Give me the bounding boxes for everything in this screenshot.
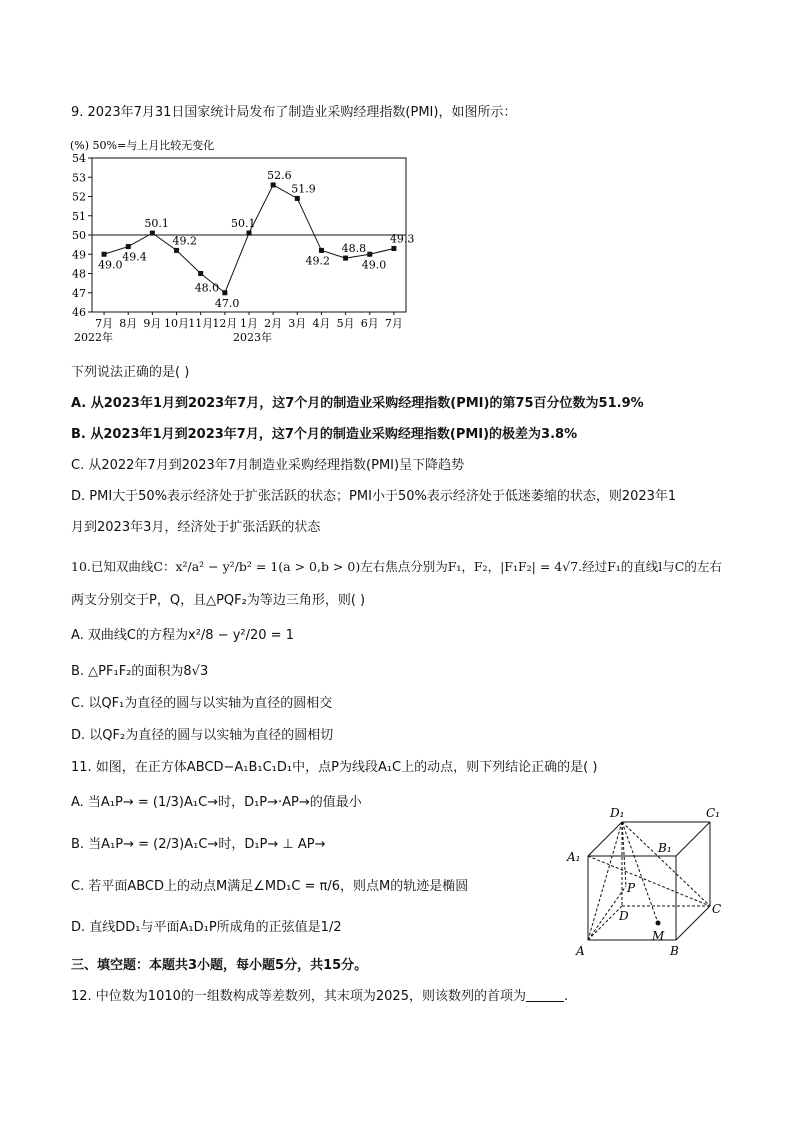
data-point (198, 271, 203, 276)
data-point (174, 248, 179, 253)
x-tick-label: 6月 (360, 317, 379, 330)
q9-stem: 9. 2023年7月31日国家统计局发布了制造业采购经理指数(PMI)，如图所示： (71, 105, 517, 120)
data-point (247, 231, 252, 236)
x-tick-label: 5月 (336, 317, 355, 330)
year-label-2023: 2023年 (233, 331, 272, 344)
q9-option-d-cont: 月到2023年3月，经济处于扩张活跃的状态 (71, 520, 321, 535)
data-label: 47.0 (214, 296, 240, 310)
section-3-heading: 三、填空题：本题共3小题，每小题5分，共15分。 (71, 958, 368, 973)
x-tick-label: 7月 (95, 317, 114, 330)
x-tick-label: 11月 (188, 317, 214, 330)
q10-option-d: D. 以QF₂为直径的圆与以实轴为直径的圆相切 (71, 728, 334, 743)
y-tick-label: 52 (72, 190, 86, 204)
q9-question: 下列说法正确的是( ) (71, 365, 190, 380)
pmi-chart (64, 136, 424, 344)
cube-figure (565, 802, 735, 962)
data-label: 49.2 (305, 254, 330, 268)
label-p: P (627, 881, 636, 895)
q11-stem: 11. 如图，在正方体ABCD−A₁B₁C₁D₁中，点P为线段A₁C上的动点，则下列结论正确的是( ) (71, 760, 598, 775)
data-label: 50.1 (144, 217, 169, 231)
q12-end: . (563, 989, 569, 1004)
data-point (343, 256, 348, 261)
q10-option-b: B. △PF₁F₂的面积为8√3 (71, 664, 209, 679)
data-point (126, 244, 131, 249)
data-label: 49.0 (98, 258, 123, 272)
y-tick-label: 51 (72, 209, 86, 223)
data-label: 49.0 (361, 258, 387, 272)
q12-line (71, 989, 568, 1005)
y-tick-label: 50 (72, 229, 86, 242)
data-point (222, 290, 227, 295)
q10-stem-line2: 两支分别交于P，Q，且△PQF₂为等边三角形，则( ) (71, 593, 366, 608)
answer-blank[interactable] (526, 989, 564, 1002)
x-tick-label: 3月 (288, 317, 307, 330)
data-label: 49.4 (122, 250, 147, 264)
q11-option-b: B. 当A₁P→ = (2/3)A₁C→时，D₁P→ ⊥ AP→ (71, 837, 326, 852)
data-point (150, 231, 155, 236)
data-label: 50.1 (231, 217, 256, 231)
x-tick-label: 4月 (312, 317, 331, 330)
q9-option-c: C. 从2022年7月到2023年7月制造业采购经理指数(PMI)呈下降趋势 (71, 458, 465, 473)
q9-option-d: D. PMI大于50%表示经济处于扩张活跃的状态；PMI小于50%表示经济处于低迷萎缩的状态，则2023年1 (71, 489, 677, 504)
label-m: M (652, 929, 665, 943)
data-point (391, 246, 396, 251)
q11-option-d: D. 直线DD₁与平面A₁D₁P所成角的正弦值是1/2 (71, 920, 342, 935)
data-point (295, 196, 300, 201)
label-d: D (619, 909, 629, 923)
x-tick-label: 2月 (264, 317, 283, 330)
y-tick-label: 53 (72, 171, 86, 185)
y-tick-label: 48 (72, 267, 86, 281)
label-d1: D₁ (610, 806, 625, 820)
q12-stem: 12. 中位数为1010的一组数构成等差数列，其末项为2025，则该数列的首项为 (71, 989, 526, 1004)
q9-option-b: B. 从2023年1月到2023年7月，这7个月的制造业采购经理指数(PMI)的极差为3.8% (71, 427, 578, 442)
chart-title: (%) 50%=与上月比较无变化 (70, 139, 215, 152)
label-a: A (576, 944, 585, 958)
label-b: B (670, 944, 679, 958)
q10-stem-line1: 10.已知双曲线C：x²/a² − y²/b² = 1(a > 0,b > 0)左右焦点分别为F₁，F₂，|F₁F₂| = 4√7.经过F₁的直线l与C的左右 (71, 559, 722, 574)
year-label-2022: 2022年 (74, 331, 113, 344)
q11-option-a: A. 当A₁P→ = (1/3)A₁C→时，D₁P→·AP→的值最小 (71, 795, 362, 810)
data-label: 52.6 (267, 168, 292, 182)
data-point (102, 252, 107, 257)
y-tick-label: 49 (72, 248, 86, 262)
x-tick-label: 12月 (212, 317, 238, 330)
y-tick-label: 47 (72, 286, 86, 300)
data-point (271, 182, 276, 187)
data-label: 51.9 (291, 182, 316, 196)
label-b1: B₁ (658, 841, 672, 855)
y-tick-label: 46 (72, 306, 86, 319)
x-tick-label: 9月 (143, 317, 162, 330)
point-m (656, 921, 661, 926)
label-c: C (712, 902, 722, 916)
label-a1: A₁ (567, 850, 581, 864)
q10-option-c: C. 以QF₁为直径的圆与以实轴为直径的圆相交 (71, 696, 333, 711)
x-tick-label: 1月 (240, 317, 258, 330)
x-tick-label: 10月 (164, 317, 190, 330)
data-label: 49.2 (172, 234, 198, 248)
q9-option-a: A. 从2023年1月到2023年7月，这7个月的制造业采购经理指数(PMI)的第75百分位数为51.9% (71, 396, 644, 411)
data-point (319, 248, 324, 253)
y-tick-label: 54 (72, 152, 86, 165)
data-label: 49.3 (389, 232, 415, 246)
data-label: 48.0 (194, 281, 220, 295)
x-tick-label: 7月 (384, 317, 403, 330)
q11-option-c: C. 若平面ABCD上的动点M满足∠MD₁C = π/6，则点M的轨迹是椭圆 (71, 879, 469, 894)
data-label: 48.8 (341, 242, 367, 256)
x-tick-label: 8月 (119, 317, 138, 330)
label-c1: C₁ (706, 806, 720, 820)
q10-option-a: A. 双曲线C的方程为x²/8 − y²/20 = 1 (71, 628, 294, 643)
data-point (367, 252, 372, 257)
pmi-series-line (104, 185, 394, 293)
